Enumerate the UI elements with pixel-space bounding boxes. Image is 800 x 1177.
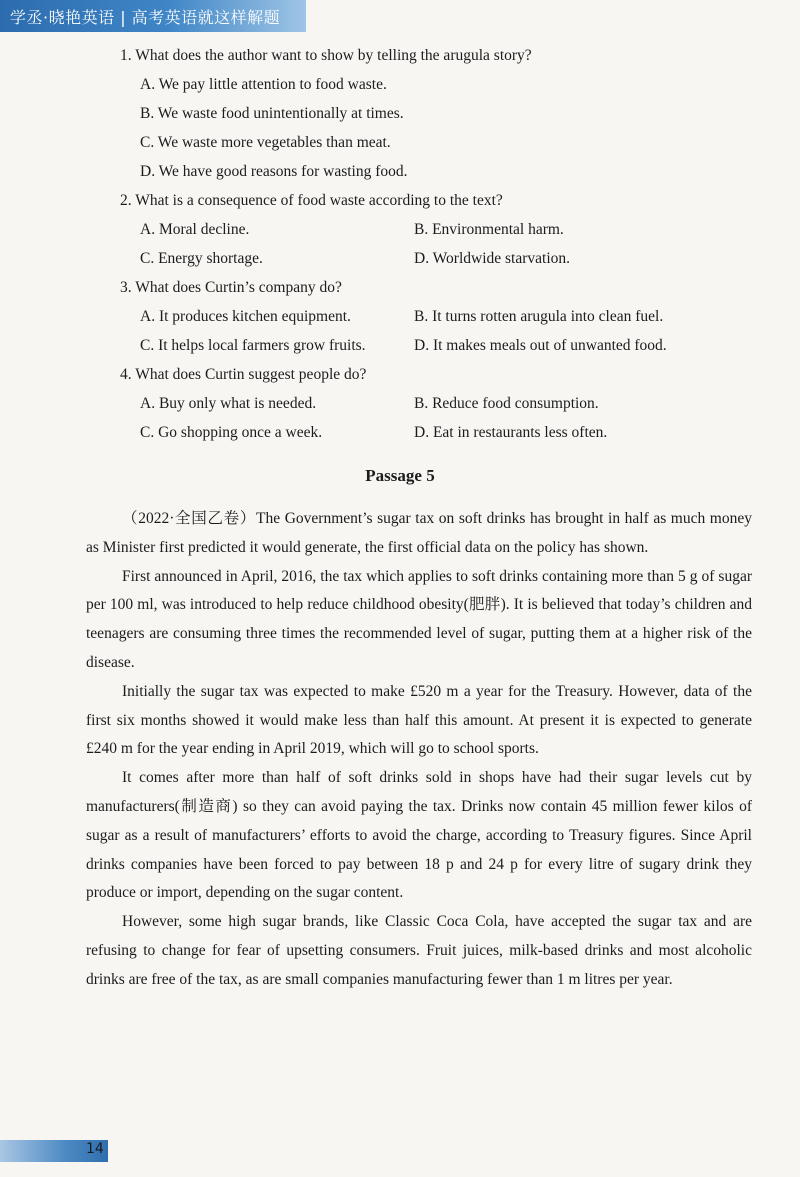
- passage-paragraph-4: It comes after more than half of soft drinks sold in shops have had their sugar levels cut by manufacturers(制造商) so they can avoid paying the tax. Drinks now contain 45 million fewer kilos of sugar as a result of manufacturers’ efforts to avoid the charge, according to Treasury figures. Since April drinks companies have been forced to pay between 18 p and 24 p for every litre of sugary drink they produce or import, depending on the sugar content.: [86, 769, 752, 902]
- header-title: [10, 5, 280, 28]
- question-2-stem: 2. What is a consequence of food waste according to the text?: [120, 192, 503, 209]
- question-3-option-b: B. It turns rotten arugula into clean fuel.: [414, 308, 664, 325]
- question-2-option-c: C. Energy shortage.: [140, 250, 263, 267]
- question-4-option-d: D. Eat in restaurants less often.: [414, 424, 608, 441]
- question-4-option-b: B. Reduce food consumption.: [414, 395, 599, 412]
- question-1-stem: 1. What does the author want to show by telling the arugula story?: [120, 47, 532, 64]
- passage-paragraph-1: （2022·全国乙卷）The Government’s sugar tax on soft drinks has brought in half as much money as Minister first predicted it would generate, the first official data on the policy has shown.: [86, 510, 752, 556]
- series-name: 学丞·晓艳英语: [10, 8, 115, 27]
- passage-paragraph-3: Initially the sugar tax was expected to make £520 m a year for the Treasury. However, data of the first six months showed it would make less than half this amount. At present it is expected to generate £240 m for the year ending in April 2019, which will go to school sports.: [86, 682, 752, 758]
- passage-paragraph-5: However, some high sugar brands, like Classic Coca Cola, have accepted the sugar tax and are refusing to change for fear of upsetting consumers. Fruit juices, milk-based drinks and most alcoholic drinks are free of the tax, as are small companies manufacturing fewer than 1 m litres per year.: [86, 913, 752, 988]
- passage-body: [86, 505, 752, 995]
- question-2-option-a: A. Moral decline.: [140, 221, 250, 238]
- question-3-option-d: D. It makes meals out of unwanted food.: [414, 337, 667, 354]
- question-4-option-c: C. Go shopping once a week.: [140, 424, 323, 441]
- question-2-option-d: D. Worldwide starvation.: [414, 250, 571, 267]
- header-banner: [0, 0, 306, 32]
- passage-title: Passage 5: [365, 466, 435, 485]
- question-1-option-c: C. We waste more vegetables than meat.: [140, 134, 391, 151]
- question-3-stem: 3. What does Curtin’s company do?: [120, 279, 342, 296]
- question-4-option-a: A. Buy only what is needed.: [140, 395, 317, 412]
- question-1-option-b: B. We waste food unintentionally at times.: [140, 105, 404, 122]
- passage-paragraph-2: First announced in April, 2016, the tax which applies to soft drinks containing more than 5 g of sugar per 100 ml, was introduced to help reduce childhood obesity(肥胖). It is believed that today’s children and teenagers are consuming three times the recommended level of sugar, putting them at a higher risk of the disease.: [86, 567, 752, 671]
- question-1-option-a: A. We pay little attention to food waste.: [140, 76, 387, 93]
- header-separator: |: [120, 8, 127, 27]
- question-3-option-a: A. It produces kitchen equipment.: [140, 308, 351, 325]
- question-2-option-b: B. Environmental harm.: [414, 221, 564, 238]
- question-4-stem: 4. What does Curtin suggest people do?: [120, 366, 367, 383]
- question-1-option-d: D. We have good reasons for wasting food.: [140, 163, 408, 180]
- page-number: 14: [86, 1141, 104, 1157]
- question-3-option-c: C. It helps local farmers grow fruits.: [140, 337, 366, 354]
- book-title: 高考英语就这样解题: [131, 8, 281, 27]
